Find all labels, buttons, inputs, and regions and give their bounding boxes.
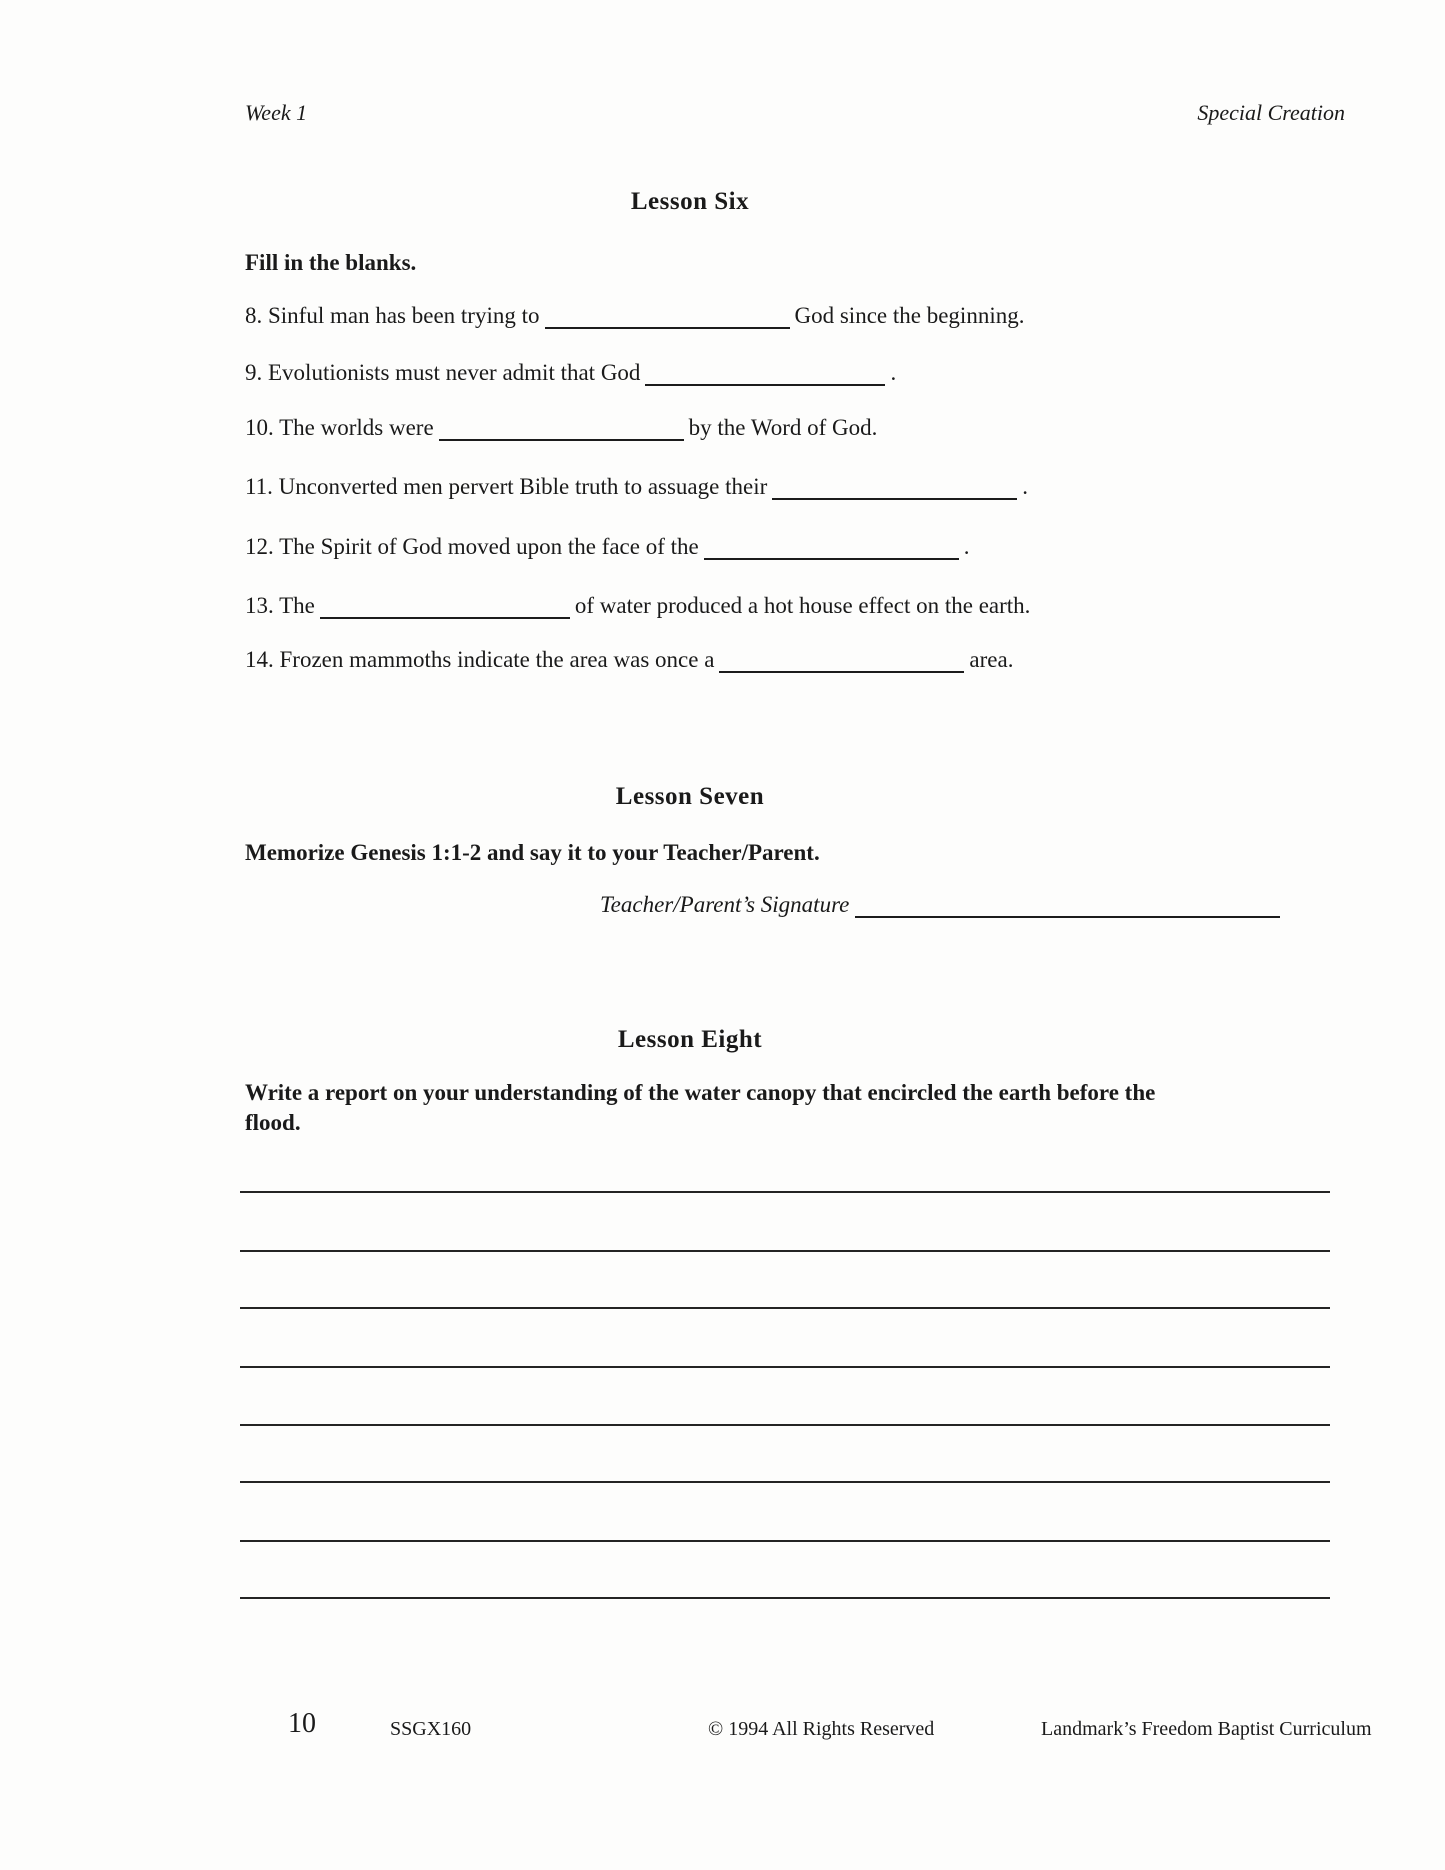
answer-blank-13[interactable] [320, 601, 570, 619]
question-number: 10. [245, 415, 274, 440]
writing-line-2[interactable] [240, 1250, 1330, 1252]
answer-blank-14[interactable] [719, 655, 964, 673]
question-text-after: area. [969, 647, 1014, 672]
question-text: The [279, 593, 315, 618]
footer-copyright: © 1994 All Rights Reserved [708, 1718, 935, 1740]
page-header [245, 100, 1345, 126]
question-number: 12. [245, 534, 274, 559]
writing-line-8[interactable] [240, 1597, 1330, 1599]
answer-blank-12[interactable] [704, 542, 959, 560]
question-text-after: . [963, 534, 970, 559]
writing-line-1[interactable] [240, 1191, 1330, 1193]
question-text-after: . [890, 360, 897, 385]
writing-line-4[interactable] [240, 1366, 1330, 1368]
answer-blank-11[interactable] [772, 482, 1017, 500]
question-row-14 [245, 647, 1205, 673]
week-label: Week 1 [245, 100, 308, 125]
question-row-11 [245, 474, 1205, 500]
question-number: 9. [245, 360, 263, 385]
answer-blank-9[interactable] [645, 368, 885, 386]
memorize-instruction: Memorize Genesis 1:1-2 and say it to your Teacher/Parent. [245, 840, 820, 865]
question-row-13 [245, 593, 1205, 619]
question-text-after: by the Word of God. [688, 415, 878, 440]
question-row-9 [245, 360, 1205, 386]
lesson-eight-title: Lesson Eight [617, 1026, 763, 1053]
question-text-after: of water produced a hot house effect on the earth. [574, 593, 1031, 618]
question-text: The worlds were [279, 415, 434, 440]
writing-line-5[interactable] [240, 1424, 1330, 1426]
question-text: The Spirit of God moved upon the face of the [279, 534, 699, 559]
signature-line[interactable] [855, 900, 1280, 918]
fill-in-blanks-instruction: Fill in the blanks. [245, 250, 417, 275]
writing-line-3[interactable] [240, 1307, 1330, 1309]
answer-blank-8[interactable] [545, 311, 790, 329]
question-text: Unconverted men pervert Bible truth to assuage their [278, 474, 768, 499]
question-number: 13. [245, 593, 274, 618]
signature-label: Teacher/Parent’s Signature [600, 892, 850, 917]
answer-blank-10[interactable] [439, 423, 684, 441]
footer-code: SSGX160 [390, 1718, 472, 1740]
report-instruction: Write a report on your understanding of the water canopy that encircled the earth before the flood. [245, 1080, 1156, 1135]
course-label: Special Creation [1197, 100, 1345, 125]
lesson-seven-title: Lesson Seven [615, 783, 765, 810]
question-row-10 [245, 415, 1205, 441]
lesson-six-title: Lesson Six [630, 188, 750, 215]
writing-line-7[interactable] [240, 1540, 1330, 1542]
question-row-8 [245, 303, 1205, 329]
question-row-12 [245, 534, 1205, 560]
question-number: 14. [245, 647, 274, 672]
writing-line-6[interactable] [240, 1481, 1330, 1483]
footer-page-number: 10 [288, 1708, 316, 1739]
footer-publisher: Landmark’s Freedom Baptist Curriculum [1041, 1718, 1372, 1740]
question-text: Frozen mammoths indicate the area was once a [279, 647, 715, 672]
question-text: Evolutionists must never admit that God [268, 360, 641, 385]
question-text: Sinful man has been trying to [268, 303, 540, 328]
question-number: 11. [245, 474, 273, 499]
question-text-after: God since the beginning. [794, 303, 1025, 328]
question-number: 8. [245, 303, 263, 328]
signature-row [600, 892, 1280, 918]
question-text-after: . [1022, 474, 1028, 499]
